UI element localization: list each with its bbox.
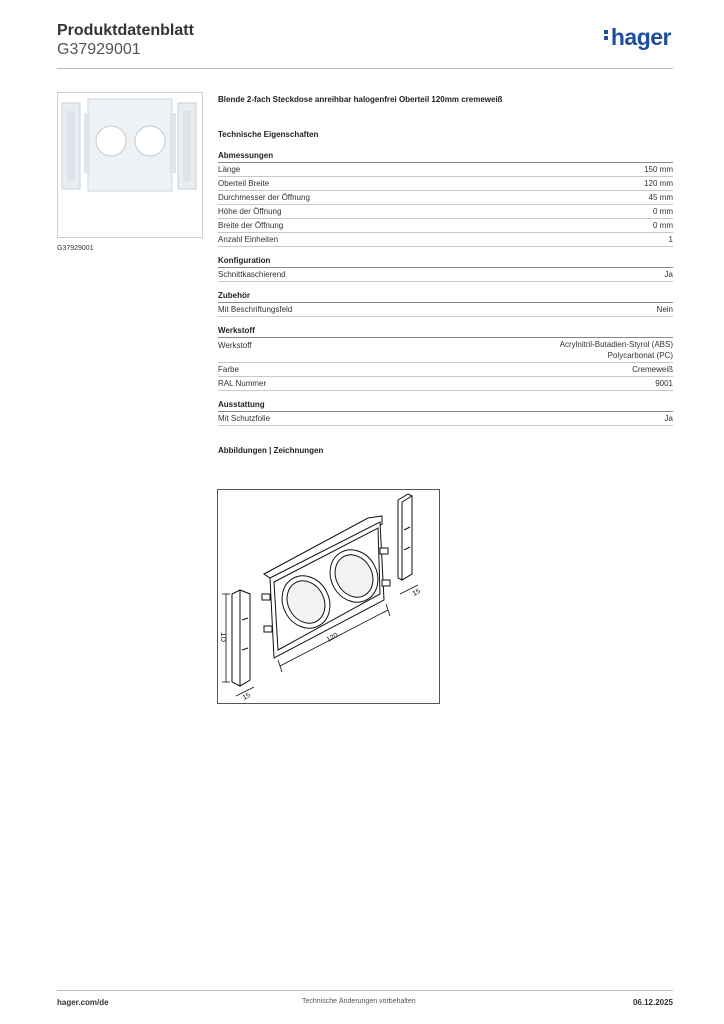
- footer-website-link[interactable]: hager.com/de: [57, 998, 109, 1007]
- section-werkstoff-title: Werkstoff: [218, 324, 673, 338]
- section-konfiguration-title: Konfiguration: [218, 254, 673, 268]
- thumbnail-caption: G37929001: [57, 245, 94, 252]
- spec-value: Cremeweiß: [632, 365, 673, 374]
- spec-value: 120 mm: [644, 179, 673, 188]
- spec-label: Mit Beschriftungsfeld: [218, 305, 293, 314]
- technical-drawing-svg: [218, 490, 439, 703]
- section-ausstattung-title: Ausstattung: [218, 398, 673, 412]
- spec-label: Anzahl Einheiten: [218, 235, 279, 244]
- logo-text: hager: [610, 24, 671, 50]
- product-thumbnail: [57, 92, 203, 238]
- footer-disclaimer: Technische Änderungen vorbehalten: [302, 998, 416, 1005]
- spec-row: [218, 303, 673, 317]
- spec-value: 0 mm: [653, 221, 673, 230]
- spec-value-line: Polycarbonat (PC): [607, 351, 673, 360]
- spec-label: Farbe: [218, 365, 239, 374]
- spec-label: Oberteil Breite: [218, 179, 270, 188]
- hager-logo[interactable]: [604, 24, 671, 51]
- spec-row: [218, 268, 673, 282]
- logo-dots-icon: [604, 30, 608, 42]
- document-code: G37929001: [57, 41, 141, 58]
- spec-label: RAL Nummer: [218, 379, 267, 388]
- spec-value: 0 mm: [653, 207, 673, 216]
- spec-row: [218, 177, 673, 191]
- footer-date: 06.12.2025: [632, 998, 673, 1007]
- spec-row: [218, 363, 673, 377]
- tech-properties-heading: Technische Eigenschaften: [218, 130, 319, 139]
- spec-row: [218, 191, 673, 205]
- spec-row: [218, 219, 673, 233]
- technical-drawing: [217, 489, 440, 704]
- spec-value: 45 mm: [648, 193, 673, 202]
- product-title: Blende 2-fach Steckdose anreihbar halogenfrei Oberteil 120mm cremeweiß: [218, 95, 503, 104]
- spec-value: 150 mm: [644, 165, 673, 174]
- spec-label: Breite der Öffnung: [218, 221, 284, 230]
- main-content: [218, 95, 673, 460]
- figures-title: Abbildungen | Zeichnungen: [218, 446, 324, 455]
- spec-label: Höhe der Öffnung: [218, 207, 282, 216]
- spec-value: Ja: [664, 270, 673, 279]
- dim-left-depth-label: 15: [241, 691, 252, 702]
- spec-value: 9001: [655, 379, 673, 388]
- spec-row: [218, 233, 673, 247]
- dim-width-label: 120: [325, 632, 340, 644]
- product-photo-icon: [58, 93, 202, 237]
- spec-row: [218, 377, 673, 391]
- dim-height-label: OT: [221, 632, 228, 642]
- spec-label: Schnittkaschierend: [218, 270, 286, 279]
- header-divider: [57, 68, 673, 69]
- spec-label: Mit Schutzfolie: [218, 414, 271, 423]
- spec-label: Länge: [218, 165, 241, 174]
- spec-label: Werkstoff: [218, 341, 252, 350]
- spec-label: Durchmesser der Öffnung: [218, 193, 310, 202]
- spec-row: [218, 412, 673, 426]
- spec-value-line: Acrylnitril-Butadien-Styrol (ABS): [559, 340, 673, 349]
- document-title: Produktdatenblatt: [57, 22, 194, 39]
- section-zubehoer-title: Zubehör: [218, 289, 673, 303]
- spec-row: [218, 163, 673, 177]
- dim-right-depth-label: 15: [411, 587, 422, 598]
- spec-value: Ja: [664, 414, 673, 423]
- spec-value: Nein: [656, 305, 673, 314]
- page-header: [57, 20, 673, 70]
- spec-row: [218, 205, 673, 219]
- spec-value: 1: [668, 235, 673, 244]
- footer-divider: [57, 990, 673, 991]
- spec-value: [560, 339, 673, 361]
- section-abmessungen-title: Abmessungen: [218, 149, 673, 163]
- spec-row: [218, 338, 673, 363]
